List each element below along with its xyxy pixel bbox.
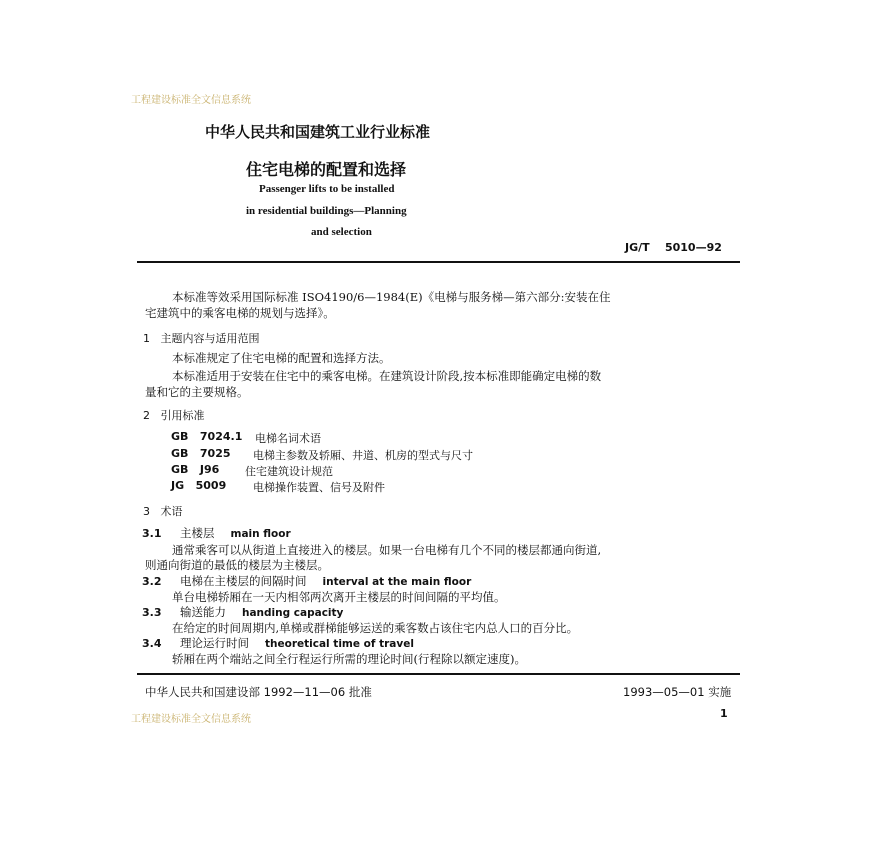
section1-para1: 本标准规定了住宅电梯的配置和选择方法。 [172, 351, 391, 365]
reference-item [171, 479, 385, 495]
term-number: 3.1 [142, 527, 162, 540]
term-number: 3.3 [142, 606, 162, 619]
term-en: handing capacity [242, 607, 344, 619]
section1-heading: 1 主题内容与适用范围 [143, 332, 260, 345]
watermark-top: 工程建设标准全文信息系统 [131, 95, 251, 106]
document-title-en-line2: in residential buildings—Planning [246, 205, 407, 217]
term-cn: 主楼层 [180, 526, 215, 540]
term-definition-line1: 轿厢在两个端站之间全行程运行所需的理论时间(行程除以额定速度)。 [172, 652, 526, 666]
term-heading [142, 604, 343, 620]
reference-title: 住宅建筑设计规范 [245, 465, 333, 478]
section1-para2-line1: 本标准适用于安装在住宅中的乘客电梯。在建筑设计阶段,按本标准即能确定电梯的数 [172, 369, 602, 383]
watermark-bottom: 工程建设标准全文信息系统 [131, 714, 251, 725]
term-definition-line1: 单台电梯轿厢在一天内相邻两次离开主楼层的时间间隔的平均值。 [172, 590, 506, 604]
reference-title: 电梯主参数及轿厢、井道、机房的型式与尺寸 [253, 449, 473, 462]
document-title-en-line3: and selection [311, 226, 372, 238]
term-en: theoretical time of travel [265, 638, 414, 650]
term-heading [142, 525, 291, 541]
term-cn: 电梯在主楼层的间隔时间 [180, 574, 307, 588]
section1-para2-line2: 量和它的主要规格。 [145, 385, 249, 399]
term-cn: 理论运行时间 [180, 636, 249, 650]
industry-standard-title: 中华人民共和国建筑工业行业标准 [205, 123, 431, 141]
term-cn: 输送能力 [180, 605, 226, 619]
reference-item [171, 447, 473, 463]
reference-code: GB J96 [171, 463, 220, 476]
term-definition-line1: 通常乘客可以从街道上直接进入的楼层。如果一台电梯有几个不同的楼层都通向街道, [172, 543, 602, 557]
reference-item [171, 463, 333, 479]
reference-title: 电梯名词术语 [255, 432, 321, 445]
standard-code: JG/T 5010—92 [625, 241, 722, 254]
reference-item [171, 430, 321, 446]
term-heading [142, 635, 414, 651]
term-definition-line1: 在给定的时间周期内,单梯或群梯能够运送的乘客数占该住宅内总人口的百分比。 [172, 621, 579, 635]
term-number: 3.4 [142, 637, 162, 650]
section3-heading: 3 术语 [143, 505, 183, 518]
document-title-en-line1: Passenger lifts to be installed [259, 183, 395, 195]
intro-line1: 本标准等效采用国际标准 ISO4190/6—1984(E)《电梯与服务梯—第六部分:安装在住 [172, 290, 611, 304]
intro-line2: 宅建筑中的乘客电梯的规划与选择》。 [145, 306, 335, 320]
approval-date: 中华人民共和国建设部 1992—11—06 批准 [145, 685, 372, 699]
term-number: 3.2 [142, 575, 162, 588]
implementation-date: 1993—05—01 实施 [623, 685, 732, 699]
term-definition-line2: 则通向街道的最低的楼层为主楼层。 [145, 558, 329, 572]
footer-rule [137, 673, 740, 675]
term-en: main floor [230, 528, 291, 540]
reference-code: GB 7025 [171, 447, 231, 460]
reference-title: 电梯操作装置、信号及附件 [253, 481, 385, 494]
document-title-cn: 住宅电梯的配置和选择 [246, 160, 407, 179]
term-en: interval at the main floor [322, 576, 472, 588]
reference-code: GB 7024.1 [171, 430, 243, 443]
section2-heading: 2 引用标准 [143, 409, 205, 422]
term-heading [142, 573, 471, 589]
header-rule [137, 261, 740, 263]
reference-code: JG 5009 [171, 479, 227, 492]
page-number: 1 [720, 707, 728, 720]
